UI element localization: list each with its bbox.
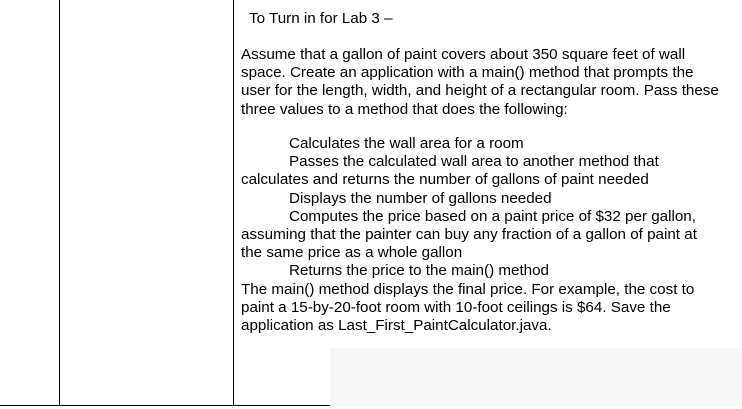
step-line: application as Last_First_PaintCalculator.java. bbox=[241, 316, 552, 334]
step-line: paint a 15-by-20-foot room with 10-foot ceilings is $64. Save the bbox=[241, 298, 671, 316]
step-line: The main() method displays the final price. For example, the cost to bbox=[241, 280, 695, 298]
step-line: Computes the price based on a paint price of $32 per gallon, bbox=[289, 207, 696, 225]
method-steps bbox=[241, 135, 697, 335]
paragraph-line: space. Create an application with a main() method that prompts the bbox=[241, 64, 694, 82]
intro-paragraph bbox=[241, 46, 719, 119]
table-border-left bbox=[59, 0, 60, 406]
paragraph-line: Assume that a gallon of paint covers about 350 square feet of wall bbox=[241, 46, 686, 63]
step-line: calculates and returns the number of gallons of paint needed bbox=[241, 171, 649, 189]
step-line: Displays the number of gallons needed bbox=[289, 189, 552, 207]
step-line: the same price as a whole gallon bbox=[241, 244, 463, 262]
step-line: Calculates the wall area for a room bbox=[289, 135, 524, 152]
lab-instructions-cell bbox=[241, 0, 742, 405]
paragraph-line: user for the length, width, and height of a rectangular room. Pass these bbox=[241, 82, 719, 100]
paragraph-line: three values to a method that does the following: bbox=[241, 100, 568, 118]
lab-title: To Turn in for Lab 3 – bbox=[249, 10, 393, 27]
step-line: Passes the calculated wall area to another method that bbox=[289, 153, 659, 171]
step-line: assuming that the painter can buy any fraction of a gallon of paint at bbox=[241, 225, 697, 243]
table-border-middle bbox=[233, 0, 234, 406]
step-line: Returns the price to the main() method bbox=[289, 262, 549, 280]
